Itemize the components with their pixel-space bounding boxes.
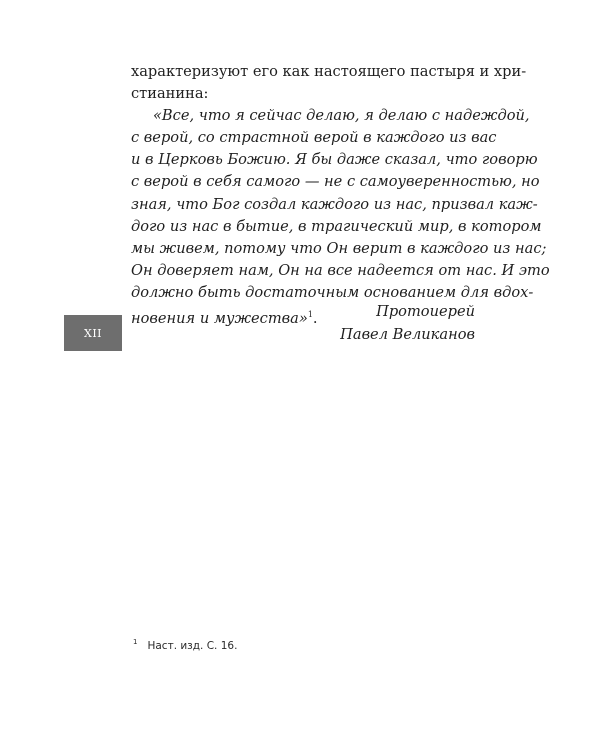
footnote-text: Наст. изд. С. 16.: [147, 640, 238, 652]
intro-line-2: стианина:: [131, 85, 209, 103]
author-signature: [340, 300, 475, 346]
quote-line-9: должно быть достаточным основанием для вдох-: [131, 283, 534, 301]
author-title: Протоиерей: [376, 303, 475, 320]
quotation: [131, 105, 550, 330]
body-text: [131, 61, 550, 330]
quote-line-7: мы живем, потому что Он верит в каждого из нас;: [131, 239, 547, 257]
quote-line-3: и в Церковь Божию. Я бы даже сказал, что говорю: [131, 151, 538, 169]
footnote-reference[interactable]: 1: [307, 310, 313, 320]
quote-line-2: с верой, со страстной верой в каждого из вас: [131, 129, 497, 147]
author-name: Павел Великанов: [340, 326, 475, 343]
quote-line-5: зная, что Бог создал каждого из нас, призвал каж-: [131, 195, 538, 213]
quote-last-text: новения и мужества»: [131, 310, 308, 328]
quote-line-1: «Все, что я сейчас делаю, я делаю с надеждой,: [153, 107, 530, 125]
page-number: XII: [83, 326, 103, 340]
quote-line-4: с верой в себя самого — не с самоуверенностью, но: [131, 173, 540, 191]
quote-end-punctuation: .: [312, 310, 318, 328]
footnote: [133, 638, 237, 652]
quote-line-8: Он доверяет нам, Он на все надеется от нас. И это: [131, 261, 550, 279]
quote-line-6: дого из нас в бытие, в трагический мир, в котором: [131, 217, 542, 235]
page-number-tab: [64, 315, 122, 351]
intro-line-1: характеризуют его как настоящего пастыря и хри-: [131, 63, 527, 80]
footnote-mark: 1: [133, 638, 138, 646]
